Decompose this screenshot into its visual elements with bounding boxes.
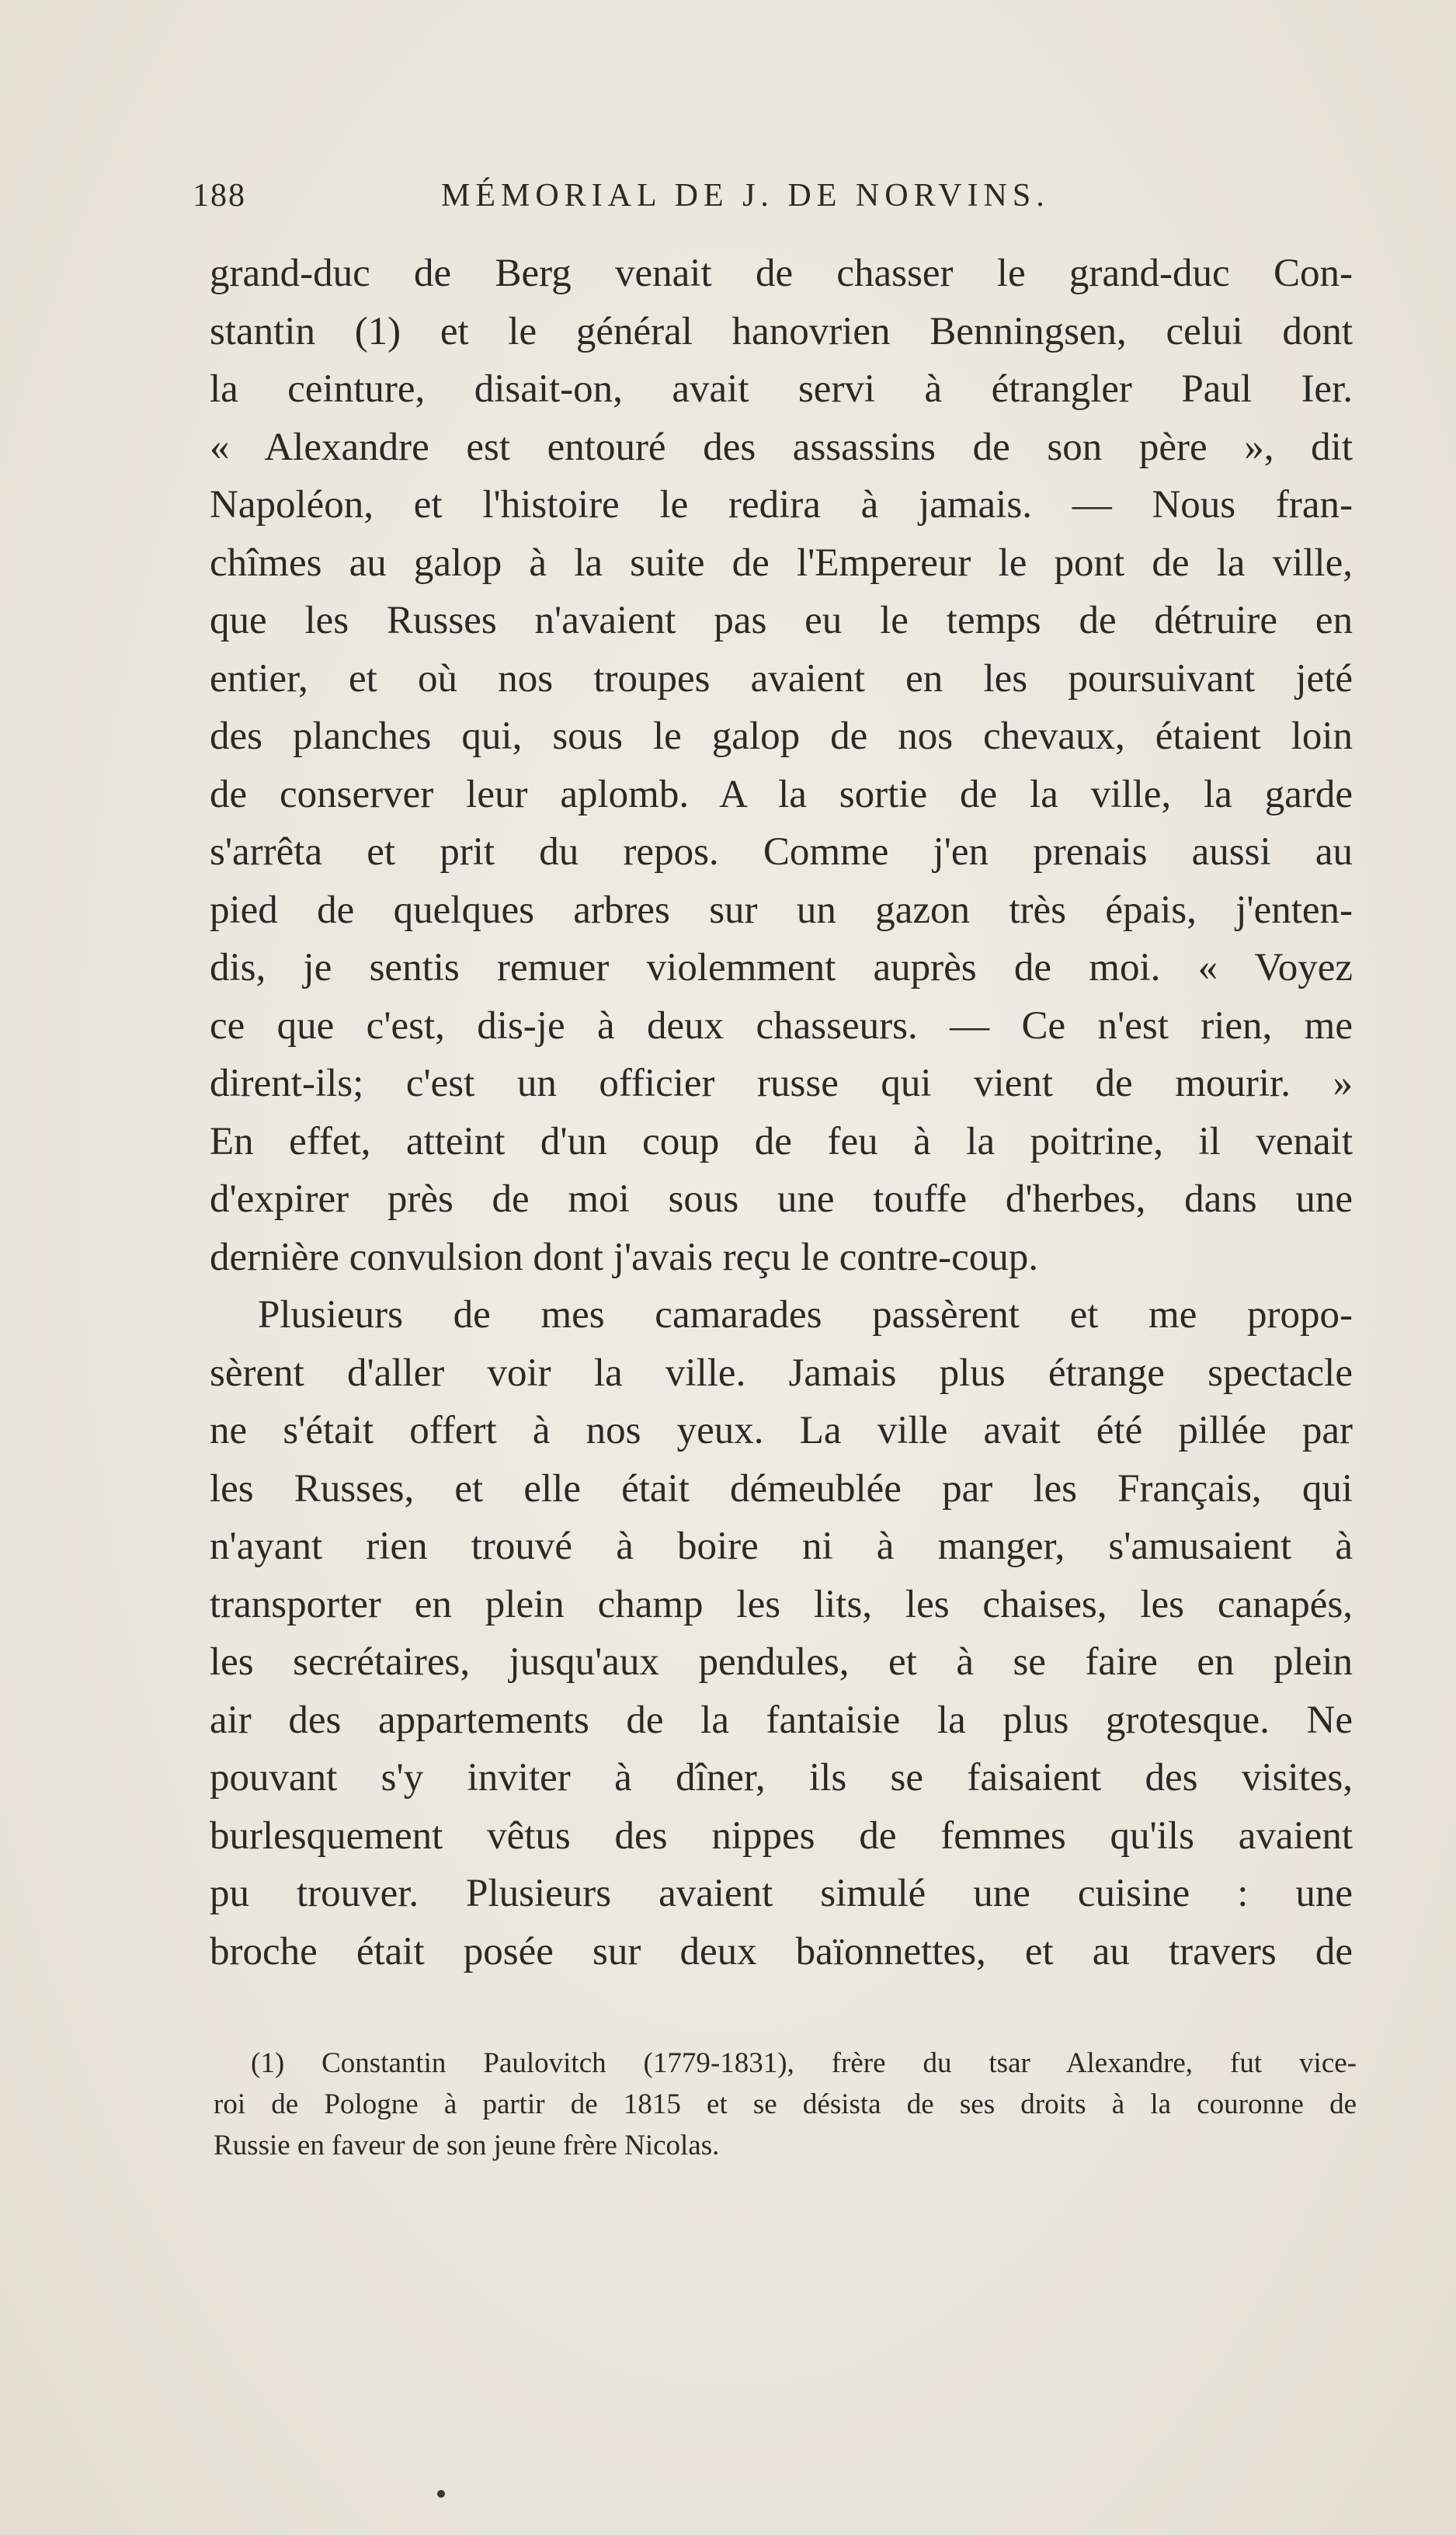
footnote-line: roi de Pologne à partir de 1815 et se désista de ses droits à la couronne de [214,2088,1357,2120]
printer-mark [437,2490,445,2498]
text-line: transporter en plein champ les lits, les chaises, les canapés, [210,1582,1353,1626]
text-line: dis, je sentis remuer violemment auprès de moi. « Voyez [210,946,1353,989]
text-line: Plusieurs de mes camarades passèrent et me propo- [258,1293,1353,1337]
text-line: sèrent d'aller voir la ville. Jamais plus étrange spectacle [210,1351,1353,1395]
text-line: En effet, atteint d'un coup de feu à la poitrine, il venait [210,1119,1353,1163]
text-line: broche était posée sur deux baïonnettes, et au travers de [210,1929,1353,1973]
text-line: air des appartements de la fantaisie la plus grotesque. Ne [210,1698,1353,1742]
text-line: burlesquement vêtus des nippes de femmes qu'ils avaient [210,1813,1353,1858]
text-line: stantin (1) et le général hanovrien Benningsen, celui dont [210,309,1353,353]
text-line: entier, et où nos troupes avaient en les poursuivant jeté [210,656,1353,701]
text-line: pied de quelques arbres sur un gazon très épais, j'enten- [210,888,1353,932]
text-line: Napoléon, et l'histoire le redira à jamais. — Nous fran- [210,483,1353,527]
text-line: de conserver leur aplomb. A la sortie de la ville, la garde [210,772,1353,816]
footnote-line: (1) Constantin Paulovitch (1779-1831), frère du tsar Alexandre, fut vice- [251,2047,1357,2079]
text-line: pu trouver. Plusieurs avaient simulé une cuisine : une [210,1872,1353,1915]
text-line: ne s'était offert à nos yeux. La ville avait été pillée par [210,1409,1353,1452]
text-line: grand-duc de Berg venait de chasser le grand-duc Con- [210,252,1353,295]
page-number: 188 [193,178,246,214]
text-line: ce que c'est, dis-je à deux chasseurs. — Ce n'est rien, me [210,1003,1353,1048]
text-line: chîmes au galop à la suite de l'Empereur le pont de la ville, [210,541,1353,585]
footnote-line: Russie en faveur de son jeune frère Nicolas. [214,2130,720,2161]
text-line: n'ayant rien trouvé à boire ni à manger, s'amusaient à [210,1525,1353,1568]
running-title: MÉMORIAL DE J. DE NORVINS. [441,178,1050,214]
text-line: la ceinture, disait-on, avait servi à étrangler Paul Ier. [210,367,1353,411]
text-line: s'arrêta et prit du repos. Comme j'en prenais aussi au [210,830,1353,874]
text-line: « Alexandre est entouré des assassins de son père », dit [210,425,1353,469]
text-line: dernière convulsion dont j'avais reçu le contre-coup. [210,1235,1039,1279]
page-header [193,169,1109,224]
text-line: les Russes, et elle était démeublée par les Français, qui [210,1466,1353,1511]
main-text [210,245,1353,1980]
text-line: des planches qui, sous le galop de nos chevaux, étaient loin [210,715,1353,758]
text-line: que les Russes n'avaient pas eu le temps de détruire en [210,599,1353,642]
footnote [214,2043,1357,2166]
text-line: dirent-ils; c'est un officier russe qui vient de mourir. » [210,1062,1353,1105]
text-line: les secrétaires, jusqu'aux pendules, et à se faire en plein [210,1640,1353,1684]
text-line: d'expirer près de moi sous une touffe d'herbes, dans une [210,1177,1353,1221]
text-line: pouvant s'y inviter à dîner, ils se faisaient des visites, [210,1756,1353,1800]
